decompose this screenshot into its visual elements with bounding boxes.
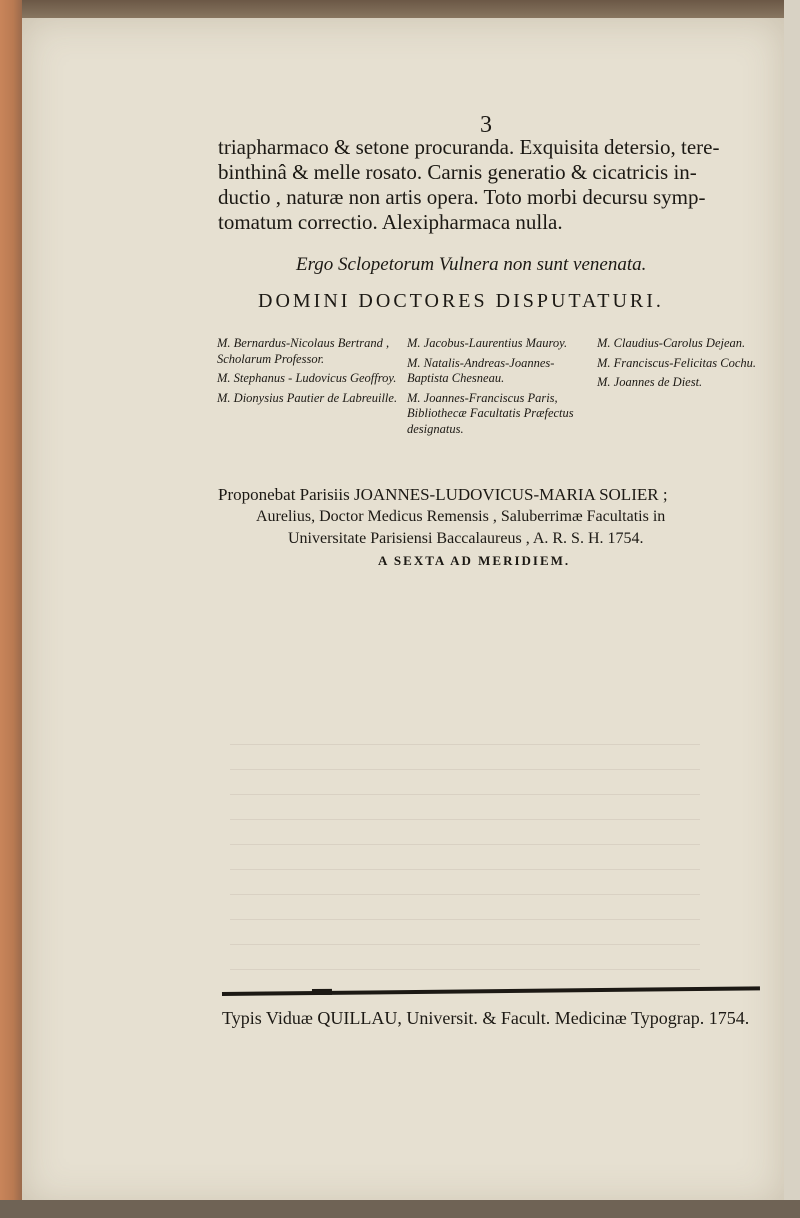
- body-line: triapharmaco & setone procuranda. Exquisita detersio, tere-: [218, 135, 720, 159]
- proponebat-line: Universitate Parisiensi Baccalaureus , A. R. S. H. 1754.: [288, 530, 644, 547]
- body-line: binthinâ & melle rosato. Carnis generatio & cicatricis in-: [218, 160, 697, 184]
- doctors-column-1: [217, 336, 407, 441]
- doctors-list: [217, 336, 762, 441]
- doctor-entry: M. Bernardus-Nicolaus Bertrand , Scholarum Professor.: [217, 336, 390, 366]
- doctor-entry: M. Dionysius Pautier de Labreuille.: [217, 390, 398, 405]
- page-number: 3: [480, 112, 492, 138]
- proponebat-line: Aurelius, Doctor Medicus Remensis , Saluberrimæ Facultatis in: [256, 508, 666, 525]
- doctor-entry: M. Stephanus - Ludovicus Geoffroy.: [217, 371, 397, 385]
- doctors-column-3: [597, 336, 762, 441]
- body-line: tomatum correctio. Alexipharmaca nulla.: [218, 210, 563, 234]
- doctor-entry: M. Franciscus-Felicitas Cochu.: [597, 355, 756, 370]
- doctor-entry: M. Joannes-Franciscus Paris, Bibliothecæ Facultatis Præfectus designatus.: [407, 390, 574, 436]
- page-left-edge: [0, 0, 22, 1218]
- doctors-column-2: [407, 336, 597, 441]
- doctor-entry: M. Natalis-Andreas-Joannes-Baptista Chesneau.: [407, 355, 555, 385]
- doctor-entry: M. Jacobus-Laurentius Mauroy.: [407, 336, 568, 350]
- proponebat-paragraph: [218, 484, 766, 572]
- facing-page-strip: [784, 0, 800, 1218]
- doctor-entry: M. Claudius-Carolus Dejean.: [597, 336, 746, 350]
- proponebat-time: A SEXTA AD MERIDIEM.: [378, 553, 571, 568]
- body-paragraph: [218, 135, 766, 235]
- doctor-entry: M. Joannes de Diest.: [597, 375, 703, 389]
- thesis-statement: Ergo Sclopetorum Vulnera non sunt venenata.: [296, 254, 647, 275]
- page-bottom-edge: [0, 1200, 800, 1218]
- proponebat-line: Proponebat Parisiis JOANNES-LUDOVICUS-MARIA SOLIER ;: [218, 485, 668, 504]
- doctors-heading: DOMINI DOCTORES DISPUTATURI.: [258, 290, 664, 312]
- body-line: ductio , naturæ non artis opera. Toto morbi decursu symp-: [218, 185, 706, 209]
- printer-imprint: Typis Viduæ QUILLAU, Universit. & Facult. Medicinæ Typograp. 1754.: [222, 1008, 750, 1028]
- show-through-text: [230, 720, 700, 970]
